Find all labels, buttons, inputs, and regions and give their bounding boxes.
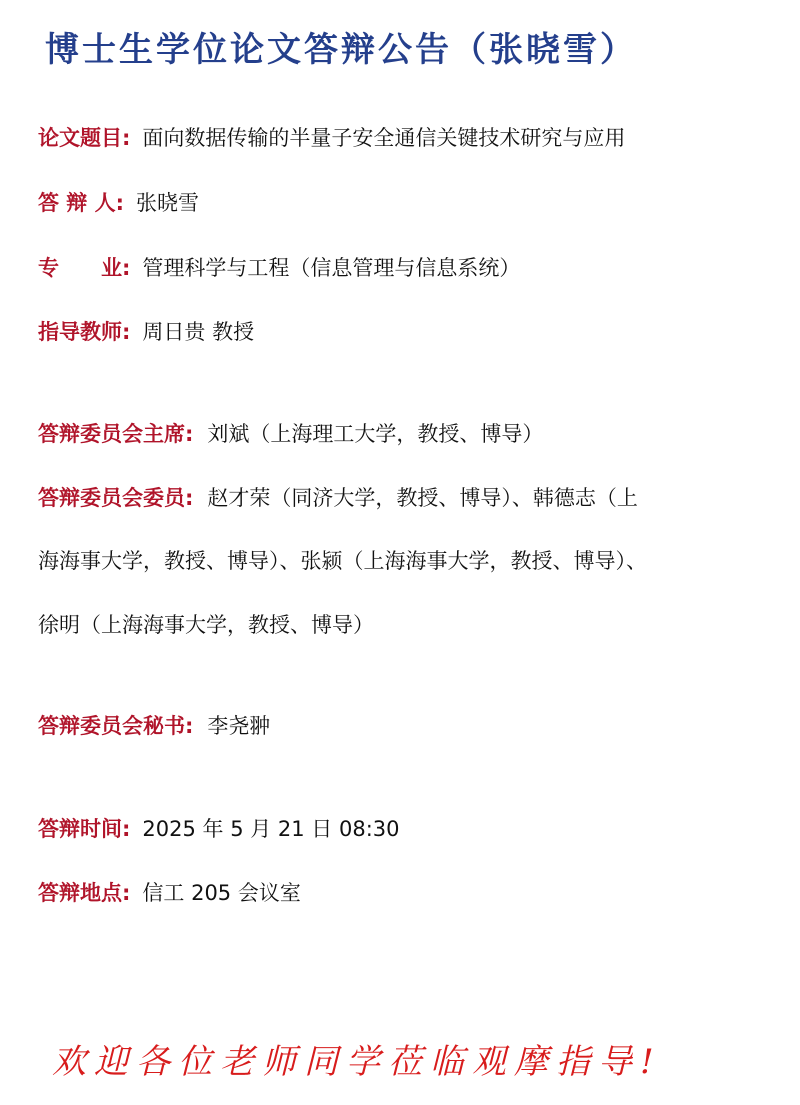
secretary-row xyxy=(38,712,270,740)
advisor-value: 周日贵 教授 xyxy=(142,320,255,344)
defender-label: 答 辩 人: xyxy=(38,191,125,215)
chair-label: 答辩委员会主席: xyxy=(38,422,194,446)
members-line-2: 海海事大学，教授、博导）、张颍（上海海事大学，教授、博导）、 xyxy=(38,549,647,573)
time-row xyxy=(38,815,400,843)
location-value: 信工 205 会议室 xyxy=(142,881,301,905)
thesis-title-row xyxy=(38,124,625,152)
members-line-3: 徐明（上海海事大学，教授、博导） xyxy=(38,613,374,637)
advisor-row xyxy=(38,318,254,346)
chair-value: 刘斌（上海理工大学，教授、博导） xyxy=(207,422,544,446)
secretary-label: 答辩委员会秘书: xyxy=(38,714,194,738)
members-line-1: 赵才荣（同济大学，教授、博导）、韩德志（上 xyxy=(207,486,638,510)
defender-value: 张晓雪 xyxy=(136,191,200,215)
time-label: 答辩时间: xyxy=(38,817,131,841)
location-label: 答辩地点: xyxy=(38,881,131,905)
thesis-title-value: 面向数据传输的半量子安全通信关键技术研究与应用 xyxy=(142,126,626,150)
defender-row xyxy=(38,189,199,217)
thesis-title-label: 论文题目: xyxy=(38,126,131,150)
members-label: 答辩委员会委员: xyxy=(38,486,194,510)
members-row xyxy=(38,484,638,512)
major-row xyxy=(38,254,520,282)
major-value: 管理科学与工程（信息管理与信息系统） xyxy=(142,256,521,280)
time-value: 2025 年 5 月 21 日 08:30 xyxy=(142,817,400,841)
location-row xyxy=(38,879,301,907)
welcome-footer: 欢迎各位老师同学莅临观摩指导! xyxy=(52,1042,662,1082)
chair-row xyxy=(38,420,543,448)
secretary-value: 李尧翀 xyxy=(207,714,271,738)
page-title: 博士生学位论文答辩公告（张晓雪） xyxy=(45,30,637,70)
advisor-label: 指导教师: xyxy=(38,320,131,344)
major-label: 专 业: xyxy=(38,256,131,280)
